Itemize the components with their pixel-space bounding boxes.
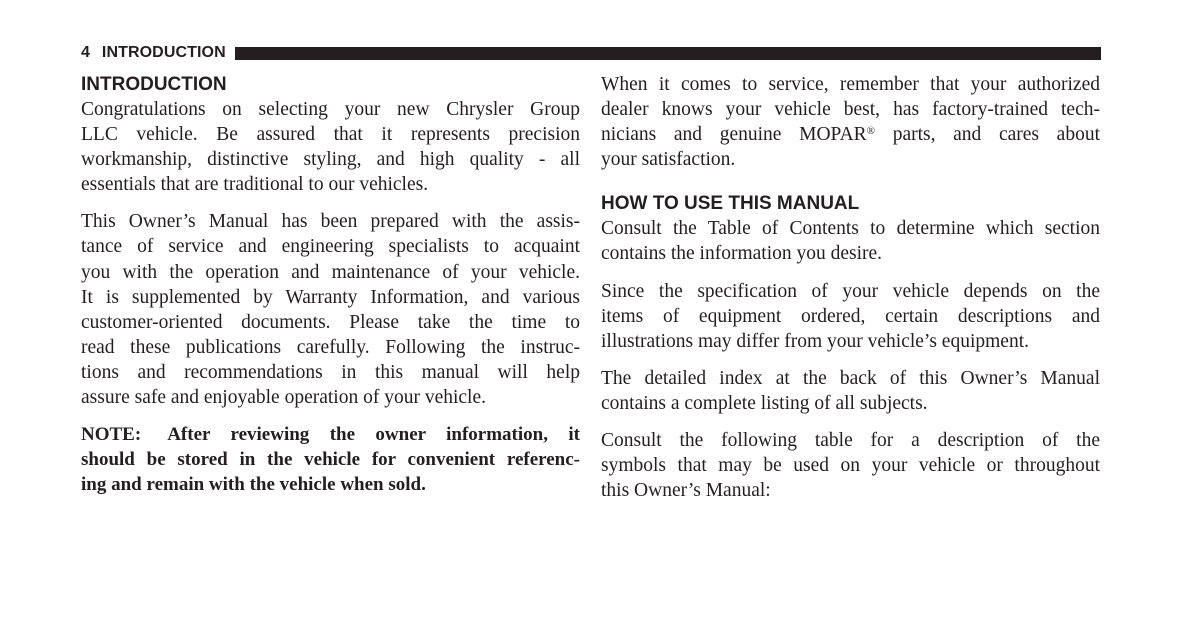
text-line: When it comes to service, remember that your authorized [601, 74, 1100, 95]
text-line: tions and recommendations in this manual will help [81, 361, 580, 383]
right-column [601, 70, 1100, 515]
text-line: this Owner’s Manual: [601, 480, 771, 502]
text-line: contains the information you desire. [601, 243, 883, 265]
text-line: Consult the Table of Contents to determine which section [601, 218, 1100, 240]
page-number: 4 [81, 44, 90, 61]
text-line: It is supplemented by Warranty Information, and various [81, 286, 580, 308]
text-line: This Owner’s Manual has been prepared with the assis- [81, 211, 580, 233]
note-label: NOTE: [81, 424, 142, 446]
note-line: should be stored in the vehicle for convenient referenc- [81, 449, 580, 471]
text-line: you with the operation and maintenance of your vehicle. [81, 261, 580, 283]
introduction-heading: INTRODUCTION [81, 74, 227, 95]
running-head-title: INTRODUCTION [101, 44, 226, 61]
text-line: read these publications carefully. Following the instruc- [81, 336, 580, 358]
text-line: tance of service and engineering specialists to acquaint [81, 236, 580, 258]
text-line: Since the specification of your vehicle depends on the [601, 280, 1100, 302]
text-line [601, 122, 1100, 147]
how-to-use-heading: HOW TO USE THIS MANUAL [601, 193, 860, 215]
note-block [81, 422, 580, 497]
text-line: The detailed index at the back of this Owner’s Manual [601, 367, 1100, 389]
text-line: Consult the following table for a description of the [601, 430, 1100, 452]
symbols-paragraph [601, 428, 1100, 503]
text-fragment: parts, and cares about [875, 124, 1100, 146]
specification-paragraph [601, 279, 1100, 354]
text-line: LLC vehicle. Be assured that it represents precision [81, 124, 580, 146]
text-fragment: nicians and genuine MOPAR [601, 124, 867, 146]
text-line: essentials that are traditional to our vehicles. [81, 174, 429, 196]
text-line: illustrations may differ from your vehicle’s equipment. [601, 330, 1030, 352]
page-header [81, 44, 1101, 62]
text-line: Congratulations on selecting your new Chrysler Group [81, 99, 580, 120]
header-rule [235, 47, 1101, 60]
left-column [81, 70, 580, 497]
text-line: dealer knows your vehicle best, has factory-trained tech- [601, 99, 1100, 121]
text-line: symbols that may be used on your vehicle or throughout [601, 455, 1100, 477]
owners-manual-paragraph [81, 209, 580, 410]
index-paragraph [601, 366, 1100, 416]
text-line: your satisfaction. [601, 149, 736, 171]
table-of-contents-paragraph [601, 216, 1100, 266]
note-line: ing and remain with the vehicle when sold. [81, 474, 426, 496]
note-text: After reviewing the owner information, it [167, 424, 580, 446]
congratulations-paragraph [81, 97, 580, 197]
text-line: assure safe and enjoyable operation of your vehicle. [81, 387, 487, 409]
registered-mark: ® [866, 125, 876, 138]
text-line: customer-oriented documents. Please take the time to [81, 311, 580, 333]
text-line: workmanship, distinctive styling, and high quality - all [81, 149, 580, 171]
text-line: contains a complete listing of all subjects. [601, 392, 928, 414]
service-paragraph [601, 70, 1100, 172]
note-line [81, 422, 580, 447]
text-line: items of equipment ordered, certain descriptions and [601, 305, 1100, 327]
